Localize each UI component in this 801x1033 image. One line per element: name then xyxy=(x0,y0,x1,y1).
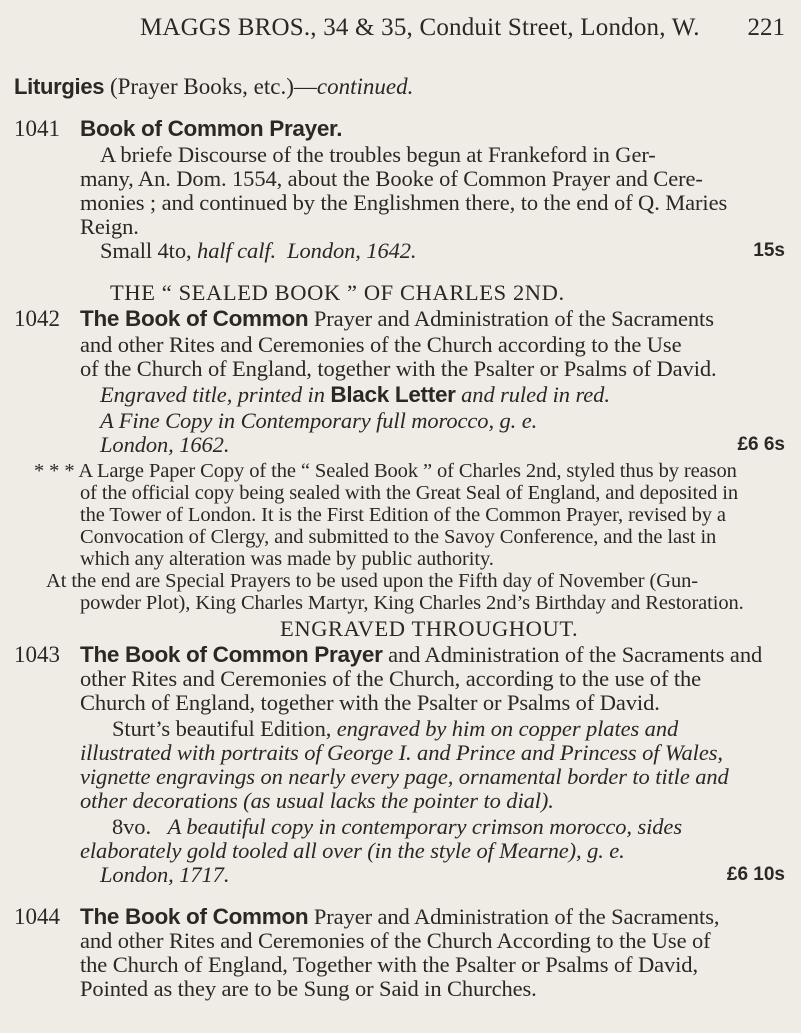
entry-line: other Rites and Ceremonies of the Church, according to the use of the xyxy=(80,666,702,691)
note-line: Convocation of Clergy, and submitted to the Savoy Conference, and the last in xyxy=(80,526,717,548)
entry-title-line xyxy=(80,904,719,930)
lot-number: 1044 xyxy=(14,904,60,929)
note-line: which any alteration was made by public authority. xyxy=(80,548,494,570)
entry-line: A briefe Discourse of the troubles begun at Frankeford in Ger- xyxy=(100,142,656,167)
entry-price: £6 10s xyxy=(726,864,785,885)
entry-format xyxy=(100,238,416,264)
entry-imprint: London, 1662. xyxy=(100,432,230,457)
entry-line: and other Rites and Ceremonies of the Church According to the Use of xyxy=(80,928,711,953)
black-letter-text: Black Letter xyxy=(330,382,456,407)
entry-price: 15s xyxy=(753,240,785,261)
entry-line: Pointed as they are to be Sung or Said in Churches. xyxy=(80,976,537,1001)
binding-text: A beautiful copy in contemporary crimson morocco, sides xyxy=(167,814,682,839)
entry-title: The Book of Common xyxy=(80,306,309,331)
entry-imprint: London, 1717. xyxy=(100,862,230,887)
lot-number: 1041 xyxy=(14,116,60,141)
entry-title-rest: Prayer and Administration of the Sacraments xyxy=(313,306,714,331)
entry-title-line xyxy=(80,642,762,668)
note-line: the Tower of London. It is the First Edition of the Common Prayer, revised by a xyxy=(80,504,726,526)
lot-number: 1043 xyxy=(14,642,60,667)
entry-title-rest: and Administration of the Sacraments and xyxy=(388,642,763,667)
entry-desc-line: other decorations (as usual lacks the pointer to dial). xyxy=(80,788,554,813)
entry-title-line xyxy=(80,306,714,332)
entry-title: Book of Common Prayer. xyxy=(80,116,343,141)
section-heading xyxy=(14,74,413,100)
entry-binding-line xyxy=(112,814,682,840)
page-number: 221 xyxy=(747,14,785,41)
section-title: Liturgies xyxy=(14,74,105,99)
entry-subheading: ENGRAVED THROUGHOUT. xyxy=(280,616,579,641)
entry-engraved-line xyxy=(100,382,610,408)
entry-binding-line: elaborately gold tooled all over (in the style of Mearne), g. e. xyxy=(80,838,625,863)
ruled-text: and ruled in red. xyxy=(461,382,610,407)
entry-desc-line: vignette engravings on nearly every page, ornamental border to title and xyxy=(80,764,729,789)
format-size: Small 4to, xyxy=(100,238,192,263)
entry-line: monies ; and continued by the Englishmen there, to the end of Q. Maries xyxy=(80,190,728,215)
note-line: powder Plot), King Charles Martyr, King Charles 2nd’s Birthday and Restoration. xyxy=(80,592,744,614)
binding-size: 8vo. xyxy=(112,814,151,839)
edition-text: Sturt’s beautiful Edition, xyxy=(112,716,332,741)
entry-desc-line: illustrated with portraits of George I. and Prince and Princess of Wales, xyxy=(80,740,723,765)
entry-line: many, An. Dom. 1554, about the Booke of Common Prayer and Cere- xyxy=(80,166,703,191)
entry-price: £6 6s xyxy=(737,434,785,455)
entry-line: and other Rites and Ceremonies of the Church according to the Use xyxy=(80,332,682,357)
entry-line: Reign. xyxy=(80,214,139,239)
entry-title: The Book of Common Prayer xyxy=(80,642,383,667)
lot-number: 1042 xyxy=(14,306,60,331)
entry-line: the Church of England, Together with the Psalter or Psalms of David, xyxy=(80,952,698,977)
entry-copy-note: A Fine Copy in Contemporary full morocco, g. e. xyxy=(100,408,538,433)
entry-title: The Book of Common xyxy=(80,904,309,929)
entry-title-rest: Prayer and Administration of the Sacraments, xyxy=(313,904,720,929)
note-line: * * * A Large Paper Copy of the “ Sealed Book ” of Charles 2nd, styled thus by reason xyxy=(34,460,737,482)
note-line: At the end are Special Prayers to be used upon the Fifth day of November (Gun- xyxy=(46,570,699,592)
running-header: MAGGS BROS., 34 & 35, Conduit Street, London, W. xyxy=(140,14,700,41)
entry-desc-line xyxy=(112,716,678,742)
entry-line: Church of England, together with the Psalter or Psalms of David. xyxy=(80,690,660,715)
note-line: of the official copy being sealed with the Great Seal of England, and deposited in xyxy=(80,482,739,504)
section-subtitle: (Prayer Books, etc.)— xyxy=(109,74,317,99)
section-continued: continued. xyxy=(316,74,414,99)
entry-line: of the Church of England, together with the Psalter or Psalms of David. xyxy=(80,356,717,381)
format-imprint: London, 1642. xyxy=(287,238,417,263)
edition-detail: engraved by him on copper plates and xyxy=(336,716,679,741)
engraved-text: Engraved title, printed in xyxy=(100,382,325,407)
entry-subheading: THE “ SEALED BOOK ” OF CHARLES 2ND. xyxy=(110,280,565,305)
format-binding: half calf. xyxy=(197,238,277,263)
